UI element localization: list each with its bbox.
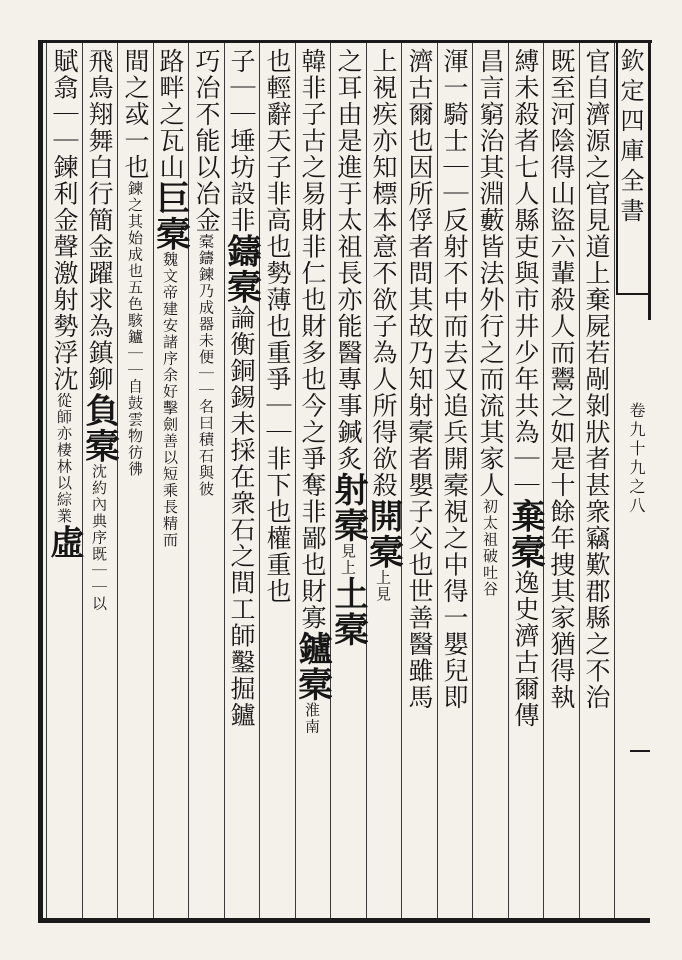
annotation: 魏文帝建安諸序余好擊劍善以短乘長精而 xyxy=(161,251,179,549)
page-frame-bottom xyxy=(38,918,650,923)
annotation: 從師亦棲林以綜業 xyxy=(55,392,73,525)
text-column xyxy=(44,48,84,914)
text-column xyxy=(186,48,226,914)
text-column xyxy=(292,48,332,914)
margin-rule xyxy=(616,293,650,295)
body-text: 濟古爾也因所俘者問其故乃知射槖者嬰子父也世善醫雖馬 xyxy=(405,48,434,711)
headword: 土槖 xyxy=(328,576,368,647)
body-text: 巧冶不能以冶金 xyxy=(192,48,221,234)
text-column xyxy=(328,48,368,914)
annotation: 見上 xyxy=(339,543,357,576)
body-text: 之耳由是進于太祖長亦能醫專事鍼炙 xyxy=(334,48,363,472)
headword: 棄槖 xyxy=(505,498,545,570)
text-column xyxy=(150,48,190,914)
text-column xyxy=(115,48,155,914)
body-text: 子｜｜埵坊設非 xyxy=(227,48,256,234)
body-text: 上視疾亦知標本意不欲子為人所得欲殺 xyxy=(369,48,398,499)
headword: 鑄槖 xyxy=(221,233,261,305)
text-column xyxy=(221,48,261,914)
headword: 開槖 xyxy=(363,498,403,570)
body-text: 間之㦯一也 xyxy=(121,48,150,181)
page-frame-top xyxy=(40,40,652,43)
body-text: 韓非子古之易財非仁也財多也今之爭奪非鄙也財寡 xyxy=(298,48,327,631)
text-column xyxy=(576,48,616,914)
annotation: 沈約內典序既｜｜以 xyxy=(90,463,108,612)
headword: 射槖 xyxy=(328,472,368,543)
body-text: 論衡銅錫未採在衆石之間工師鑿掘鑪 xyxy=(227,304,256,729)
text-column xyxy=(257,48,297,914)
text-column xyxy=(470,48,510,914)
body-text: 官自濟源之官見道上棄屍若剮剝狀者甚衆竊歎郡縣之不治 xyxy=(582,48,611,711)
headword: 負槖 xyxy=(79,392,119,464)
body-text: 縛未殺者七人縣吏與市井少年共為｜｜ xyxy=(511,48,540,499)
headword: 巨槖 xyxy=(150,180,190,252)
text-column xyxy=(434,48,474,914)
body-text: 逸史濟古爾傳 xyxy=(511,569,540,729)
book-title: 欽定四庫全書 xyxy=(616,48,644,228)
headword: 鑪槖 xyxy=(292,631,332,702)
text-column xyxy=(541,48,581,914)
text-column xyxy=(79,48,119,914)
text-column xyxy=(505,48,545,914)
body-text: 賦翕｜｜鍊利金聲激射勢浮沈 xyxy=(50,48,79,393)
page-frame-left xyxy=(38,40,43,922)
annotation: 淮南 xyxy=(303,702,321,735)
margin-stub xyxy=(630,750,650,752)
body-text: 飛鳥翔舞白行簡金躍求為鎮鉚 xyxy=(85,48,114,393)
body-text: 昌言窮治其淵藪皆法外行之而流其家人 xyxy=(476,48,505,499)
body-text: 也輕辭天子非高也勢薄也重爭｜｜非下也權重也 xyxy=(263,48,292,605)
body-text: 路畔之瓦山 xyxy=(156,48,185,181)
text-column xyxy=(363,48,403,914)
volume-label: 卷九十九之八 xyxy=(627,402,646,516)
body-text: 渾一騎士｜｜反射不中而去又追兵開槖視之中得一嬰兒即 xyxy=(440,48,469,711)
text-column xyxy=(399,48,439,914)
body-text: 既至河陰得山盜六輩殺人而鬻之如是十餘年捜其家猶得執 xyxy=(547,48,576,711)
annotation: 鍊之其始成也五色駭鑪｜｜自鼓雲物彷彿 xyxy=(126,180,144,478)
annotation: 上見 xyxy=(374,569,392,603)
annotation: 槖鑄鍊乃成器未便｜｜名曰積石與彼 xyxy=(197,233,215,498)
headword: 虛 xyxy=(44,524,84,560)
annotation: 初太祖破吐谷 xyxy=(481,498,499,598)
